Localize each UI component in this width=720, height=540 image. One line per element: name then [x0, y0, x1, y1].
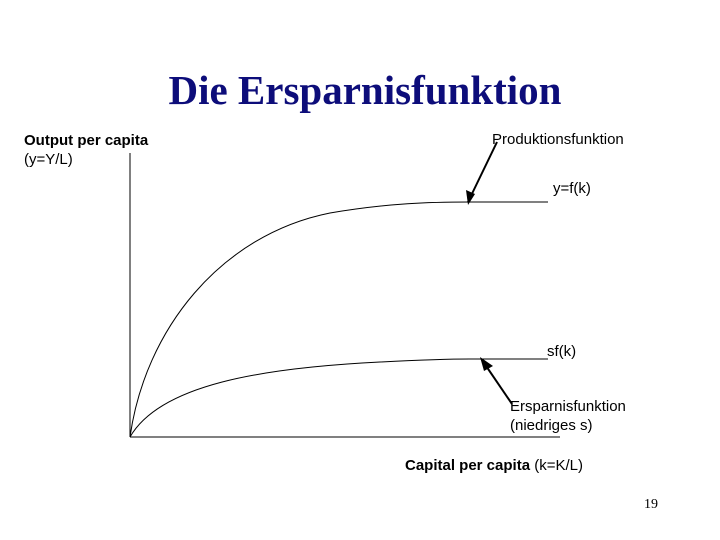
y-axis-label-text: Output per capita [24, 132, 149, 149]
x-axis-label [405, 457, 583, 474]
x-axis-label-text: Capital per capita [405, 457, 531, 474]
savings-function-label-line1: Ersparnisfunktion [510, 398, 626, 415]
production-function-formula: y=f(k) [553, 180, 591, 197]
page-number: 19 [644, 497, 658, 512]
y-axis-label-formula: (y=Y/L) [24, 151, 73, 168]
savings-function-formula: sf(k) [547, 343, 577, 360]
production-function-curve [130, 202, 548, 437]
x-axis-label-formula: (k=K/L) [534, 457, 583, 474]
production-function-label: Produktionsfunktion [492, 131, 624, 148]
savings-function-label-line2: (niedriges s) [510, 417, 593, 434]
slide-title: Die Ersparnisfunktion [168, 67, 562, 113]
savings-function-curve [130, 359, 548, 437]
savings-function-label [510, 397, 626, 435]
